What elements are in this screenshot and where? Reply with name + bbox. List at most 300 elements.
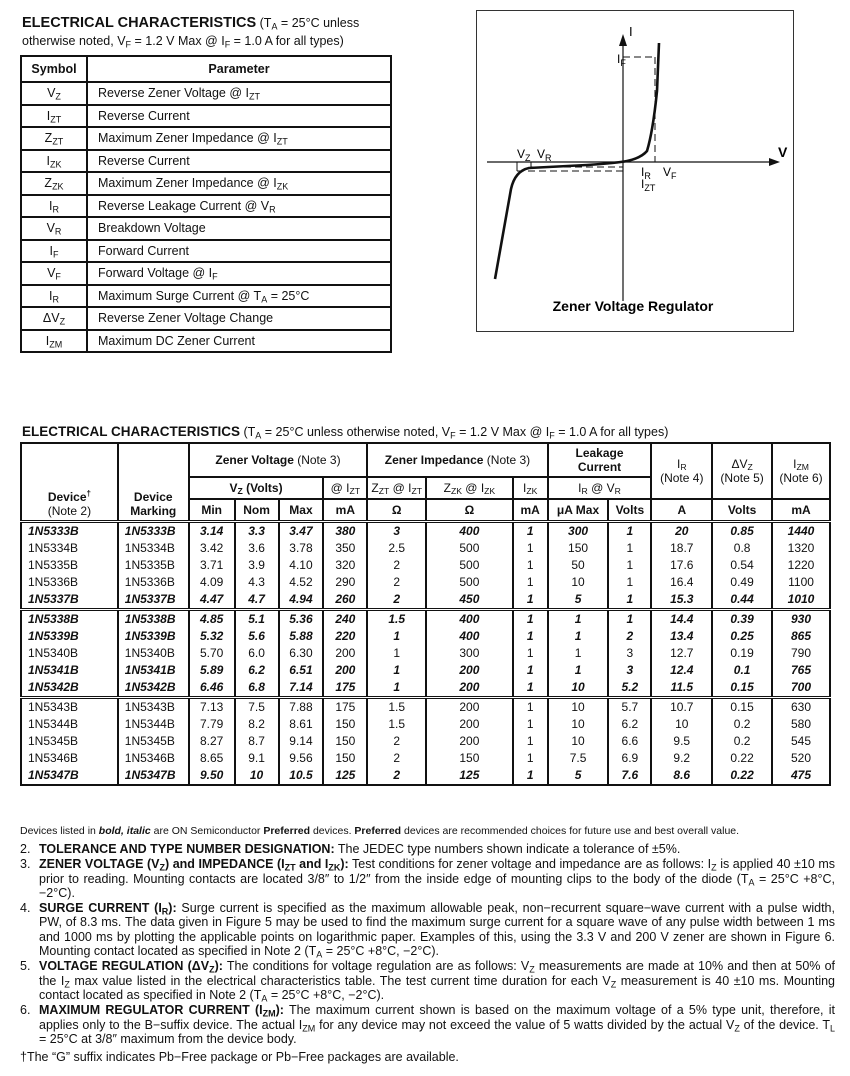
cell-device: 1N5339B <box>21 628 118 645</box>
cell-dvz: 0.49 <box>712 574 772 591</box>
cell-izm: 865 <box>772 628 830 645</box>
note-item <box>20 842 835 856</box>
symbol-cell: $I_{ZT}$ <box>21 105 87 128</box>
note-number: 3. <box>20 857 31 872</box>
note-text: VOLTAGE REGULATION $(\Delta V_Z)$: The conditions for voltage regulation are as follows: $V_Z$ measurements are made at 10% and then at 50% of the $I_Z$ max value listed in the electrical characteristics table. The test current time duration for each $V_Z$ measurement is 40 ±10 ms. Mounting contact located as specified in Note 2 ($T_A = 25^\circ C +8^\circ C$, −2°C). <box>39 959 835 1004</box>
cell-vr: 1 <box>608 609 651 628</box>
cell-izk: 1 <box>513 645 548 662</box>
cell-vr: 3 <box>608 645 651 662</box>
vf-label: $V_F$ <box>663 165 677 181</box>
izt-label: $I_{ZT}$ <box>641 177 656 193</box>
cell-zzk: 200 <box>426 679 513 698</box>
cell-ir-ua: 5 <box>548 767 609 785</box>
note-number: 4. <box>20 901 31 916</box>
note-text: MAXIMUM REGULATOR CURRENT $(I_{ZM})$: The maximum current shown is based on the maximum voltage of a 5% type unit, therefore, it applies only to the B−suffix device. The actual $I_{ZM}$ for any device may not exceed the value of 5 watts divided by the actual $V_Z$ of the device. $T_L = 25^\circ C$ at 3/8″ maximum from the device body. <box>39 1003 835 1046</box>
cell-marking: 1N5338B <box>118 609 189 628</box>
preferred-devices-note: Devices listed in bold, italic are ON Semiconductor Preferred devices. Preferred devices are recommended choices for future use and best overall value. <box>20 825 740 837</box>
cell-zzk: 200 <box>426 733 513 750</box>
symbol-row <box>21 217 391 240</box>
parameter-cell: Maximum Surge Current @ $T_A = 25^\circ C$ <box>87 285 391 308</box>
cell-ir-a: 10.7 <box>651 697 712 716</box>
cell-nom: 6.8 <box>235 679 279 698</box>
cell-dvz: 0.15 <box>712 697 772 716</box>
cell-izm: 475 <box>772 767 830 785</box>
cell-ir-a: 15.3 <box>651 591 712 610</box>
cell-ir-ua: 10 <box>548 679 609 698</box>
zzt-header: $Z_{ZT}$ @ $I_{ZT}$ <box>367 477 426 499</box>
cell-dvz: 0.85 <box>712 521 772 540</box>
symbol-row <box>21 172 391 195</box>
cell-ir-ua: 10 <box>548 697 609 716</box>
cell-izk: 1 <box>513 628 548 645</box>
cell-ir-a: 14.4 <box>651 609 712 628</box>
cell-min: 5.70 <box>189 645 235 662</box>
parameter-cell: Reverse Zener Voltage @ $I_{ZT}$ <box>87 82 391 105</box>
cell-marking: 1N5341B <box>118 662 189 679</box>
cell-zzk: 450 <box>426 591 513 610</box>
cell-max: 5.36 <box>279 609 324 628</box>
zener-impedance-header: Zener Impedance (Note 3) <box>367 443 547 477</box>
cell-device: 1N5342B <box>21 679 118 698</box>
device-row <box>21 733 830 750</box>
cell-dvz: 0.22 <box>712 750 772 767</box>
symbol-row <box>21 262 391 285</box>
cell-nom: 6.0 <box>235 645 279 662</box>
cell-ir-ua: 10 <box>548 716 609 733</box>
symbol-row <box>21 105 391 128</box>
note-number: 5. <box>20 959 31 974</box>
cell-izm: 1440 <box>772 521 830 540</box>
cell-nom: 7.5 <box>235 697 279 716</box>
device-row <box>21 679 830 698</box>
vr-label: $V_R$ <box>537 147 552 163</box>
cell-zzk: 200 <box>426 697 513 716</box>
symbol-cell: $I_{ZK}$ <box>21 150 87 173</box>
symbol-cell: $Z_{ZK}$ <box>21 172 87 195</box>
cell-marking: 1N5346B <box>118 750 189 767</box>
cell-zzk: 400 <box>426 521 513 540</box>
cell-min: 8.27 <box>189 733 235 750</box>
parameter-cell: Breakdown Voltage <box>87 217 391 240</box>
cell-izt: 380 <box>323 521 367 540</box>
note-text: TOLERANCE AND TYPE NUMBER DESIGNATION: The JEDEC type numbers shown indicate a tolerance of ±5%. <box>39 842 681 856</box>
cell-vr: 6.2 <box>608 716 651 733</box>
parameter-header: Parameter <box>87 56 391 82</box>
cell-izk: 1 <box>513 591 548 610</box>
cell-ir-a: 10 <box>651 716 712 733</box>
cell-ir-ua: 1 <box>548 645 609 662</box>
main-table-heading: ELECTRICAL CHARACTERISTICS ($T_A = 25^\circ C$ unless otherwise noted, $V_F = 1.2$ V Max @ $I_F = 1.0$ A for all types) <box>22 424 669 441</box>
device-row <box>21 591 830 610</box>
cell-marking: 1N5343B <box>118 697 189 716</box>
cell-dvz: 0.2 <box>712 716 772 733</box>
cell-zzk: 200 <box>426 716 513 733</box>
cell-zzk: 500 <box>426 557 513 574</box>
cell-zzt: 3 <box>367 521 426 540</box>
note-number: 2. <box>20 842 31 856</box>
leakage-current-header: Leakage Current <box>548 443 652 477</box>
cell-max: 4.10 <box>279 557 324 574</box>
cell-max: 10.5 <box>279 767 324 785</box>
device-row <box>21 645 830 662</box>
cell-izm: 1220 <box>772 557 830 574</box>
note-number: 6. <box>20 1003 31 1018</box>
cell-min: 9.50 <box>189 767 235 785</box>
izk-unit-header: mA <box>513 499 548 521</box>
cell-ir-ua: 50 <box>548 557 609 574</box>
symbol-cell: $V_R$ <box>21 217 87 240</box>
cell-zzt: 2 <box>367 591 426 610</box>
symbol-row <box>21 127 391 150</box>
parameter-cell: Reverse Leakage Current @ $V_R$ <box>87 195 391 218</box>
symbol-cell: $V_F$ <box>21 262 87 285</box>
cell-izm: 545 <box>772 733 830 750</box>
cell-max: 4.52 <box>279 574 324 591</box>
cell-izt: 125 <box>323 767 367 785</box>
i-axis-label: I <box>629 24 633 39</box>
cell-izt: 350 <box>323 540 367 557</box>
cell-ir-a: 8.6 <box>651 767 712 785</box>
note-text: ZENER VOLTAGE $(V_Z)$ and IMPEDANCE ($I_{ZT}$ and $I_{ZK}$): Test conditions for zener voltage and impedance are as follows: $I_Z$ is applied 40 ±10 ms prior to reading. Mounting contacts are located 3/8″ to 1/2″ from the inside edge of mounting clips to the body of the diode ($T_A = 25^\circ C +8^\circ C$, −2°C). <box>39 857 835 900</box>
cell-izm: 700 <box>772 679 830 698</box>
symbol-row <box>21 195 391 218</box>
cell-izt: 150 <box>323 733 367 750</box>
cell-device: 1N5340B <box>21 645 118 662</box>
cell-nom: 5.6 <box>235 628 279 645</box>
cell-vr: 6.9 <box>608 750 651 767</box>
dvz-unit-header: Volts <box>712 499 772 521</box>
cell-izt: 220 <box>323 628 367 645</box>
cell-min: 8.65 <box>189 750 235 767</box>
cell-ir-a: 13.4 <box>651 628 712 645</box>
cell-min: 6.46 <box>189 679 235 698</box>
notes-list <box>20 842 835 1047</box>
cell-ir-ua: 1 <box>548 609 609 628</box>
device-row <box>21 662 830 679</box>
cell-izm: 580 <box>772 716 830 733</box>
cell-ir-ua: 1 <box>548 662 609 679</box>
i-axis-arrow-icon <box>619 34 627 46</box>
cell-dvz: 0.1 <box>712 662 772 679</box>
cell-nom: 10 <box>235 767 279 785</box>
cell-zzt: 1.5 <box>367 609 426 628</box>
cell-marking: 1N5333B <box>118 521 189 540</box>
cell-min: 3.42 <box>189 540 235 557</box>
device-row <box>21 609 830 628</box>
cell-izt: 320 <box>323 557 367 574</box>
cell-ir-ua: 1 <box>548 628 609 645</box>
cell-min: 3.14 <box>189 521 235 540</box>
parameter-cell: Maximum DC Zener Current <box>87 330 391 353</box>
cell-zzt: 2 <box>367 557 426 574</box>
device-row <box>21 540 830 557</box>
cell-nom: 5.1 <box>235 609 279 628</box>
nom-header: Nom <box>235 499 279 521</box>
cell-zzk: 400 <box>426 628 513 645</box>
top-heading: ELECTRICAL CHARACTERISTICS ($T_A = 25^\circ C$ unless otherwise noted, $V_F = 1.2$ V Max @ $I_F = 1.0$ A for all types) <box>22 15 360 50</box>
cell-zzk: 200 <box>426 662 513 679</box>
cell-ir-a: 12.7 <box>651 645 712 662</box>
cell-izk: 1 <box>513 697 548 716</box>
cell-vr: 7.6 <box>608 767 651 785</box>
cell-dvz: 0.44 <box>712 591 772 610</box>
device-row <box>21 750 830 767</box>
cell-izm: 1320 <box>772 540 830 557</box>
cell-marking: 1N5337B <box>118 591 189 610</box>
cell-nom: 8.2 <box>235 716 279 733</box>
cell-izm: 520 <box>772 750 830 767</box>
v-axis-label: V <box>778 144 788 160</box>
cell-dvz: 0.8 <box>712 540 772 557</box>
cell-nom: 9.1 <box>235 750 279 767</box>
cell-ir-a: 20 <box>651 521 712 540</box>
min-header: Min <box>189 499 235 521</box>
cell-marking: 1N5344B <box>118 716 189 733</box>
device-row <box>21 697 830 716</box>
cell-izk: 1 <box>513 521 548 540</box>
iv-curve-svg <box>477 11 793 331</box>
cell-zzk: 150 <box>426 750 513 767</box>
cell-izm: 765 <box>772 662 830 679</box>
zener-voltage-header: Zener Voltage (Note 3) <box>189 443 368 477</box>
parameter-cell: Reverse Zener Voltage Change <box>87 307 391 330</box>
cell-nom: 3.3 <box>235 521 279 540</box>
cell-vr: 1 <box>608 591 651 610</box>
cell-max: 6.51 <box>279 662 324 679</box>
cell-max: 3.47 <box>279 521 324 540</box>
device-row <box>21 767 830 785</box>
cell-ir-a: 12.4 <box>651 662 712 679</box>
cell-izk: 1 <box>513 557 548 574</box>
vz-volts-header: $V_Z$ (Volts) <box>189 477 324 499</box>
cell-min: 4.85 <box>189 609 235 628</box>
cell-dvz: 0.25 <box>712 628 772 645</box>
cell-vr: 1 <box>608 574 651 591</box>
cell-dvz: 0.2 <box>712 733 772 750</box>
cell-vr: 6.6 <box>608 733 651 750</box>
cell-izt: 150 <box>323 716 367 733</box>
cell-dvz: 0.19 <box>712 645 772 662</box>
cell-marking: 1N5339B <box>118 628 189 645</box>
pb-free-footnote: †The “G” suffix indicates Pb−Free package or Pb−Free packages are available. <box>20 1050 459 1064</box>
cell-vr: 2 <box>608 628 651 645</box>
device-row <box>21 521 830 540</box>
cell-ir-ua: 150 <box>548 540 609 557</box>
cell-marking: 1N5340B <box>118 645 189 662</box>
zzk-unit-header: Ω <box>426 499 513 521</box>
parameter-cell: Forward Current <box>87 240 391 263</box>
note-item <box>20 959 835 1002</box>
cell-izk: 1 <box>513 679 548 698</box>
cell-max: 9.14 <box>279 733 324 750</box>
cell-min: 3.71 <box>189 557 235 574</box>
cell-max: 3.78 <box>279 540 324 557</box>
cell-max: 8.61 <box>279 716 324 733</box>
cell-izm: 630 <box>772 697 830 716</box>
cell-vr: 1 <box>608 557 651 574</box>
cell-ir-ua: 300 <box>548 521 609 540</box>
cell-device: 1N5345B <box>21 733 118 750</box>
zzk-header: $Z_{ZK}$ @ $I_{ZK}$ <box>426 477 513 499</box>
cell-izk: 1 <box>513 767 548 785</box>
ir-at-vr-header: $I_R$ @ $V_R$ <box>548 477 652 499</box>
device-header: Device† (Note 2) <box>21 443 118 521</box>
symbol-cell: $I_R$ <box>21 285 87 308</box>
izk-header: $I_{ZK}$ <box>513 477 548 499</box>
cell-zzt: 1.5 <box>367 716 426 733</box>
cell-device: 1N5344B <box>21 716 118 733</box>
ir-unit-header: A <box>651 499 712 521</box>
volts-header: Volts <box>608 499 651 521</box>
cell-nom: 8.7 <box>235 733 279 750</box>
cell-nom: 4.3 <box>235 574 279 591</box>
cell-zzk: 500 <box>426 540 513 557</box>
cell-zzt: 1 <box>367 628 426 645</box>
cell-izt: 175 <box>323 679 367 698</box>
cell-izk: 1 <box>513 662 548 679</box>
izm-unit-header: mA <box>772 499 830 521</box>
ua-max-header: μA Max <box>548 499 609 521</box>
device-row <box>21 557 830 574</box>
cell-marking: 1N5347B <box>118 767 189 785</box>
cell-zzk: 300 <box>426 645 513 662</box>
symbol-cell: $\Delta V_Z$ <box>21 307 87 330</box>
cell-izk: 1 <box>513 540 548 557</box>
cell-max: 9.56 <box>279 750 324 767</box>
parameter-cell: Reverse Current <box>87 150 391 173</box>
cell-ir-a: 11.5 <box>651 679 712 698</box>
cell-vr: 5.7 <box>608 697 651 716</box>
symbol-row <box>21 330 391 353</box>
cell-izk: 1 <box>513 733 548 750</box>
izm-header: $I_{ZM}$ (Note 6) <box>772 443 830 499</box>
cell-izm: 930 <box>772 609 830 628</box>
electrical-characteristics-table <box>20 442 831 786</box>
cell-zzk: 500 <box>426 574 513 591</box>
cell-vr: 1 <box>608 540 651 557</box>
symbol-cell: $I_F$ <box>21 240 87 263</box>
heading-title: ELECTRICAL CHARACTERISTICS <box>22 15 257 31</box>
cell-max: 6.30 <box>279 645 324 662</box>
cell-ir-a: 9.5 <box>651 733 712 750</box>
cell-device: 1N5335B <box>21 557 118 574</box>
cell-dvz: 0.39 <box>712 609 772 628</box>
cell-marking: 1N5335B <box>118 557 189 574</box>
cell-izt: 260 <box>323 591 367 610</box>
cell-izt: 200 <box>323 662 367 679</box>
cell-izt: 150 <box>323 750 367 767</box>
parameter-cell: Forward Voltage @ $I_F$ <box>87 262 391 285</box>
cell-vr: 1 <box>608 521 651 540</box>
cell-min: 5.32 <box>189 628 235 645</box>
ir-label: $I_R$ <box>641 165 651 181</box>
dvz-header: $\Delta V_Z$ (Note 5) <box>712 443 772 499</box>
cell-min: 4.09 <box>189 574 235 591</box>
cell-ir-ua: 10 <box>548 733 609 750</box>
cell-izt: 290 <box>323 574 367 591</box>
symbol-cell: $V_Z$ <box>21 82 87 105</box>
cell-ir-a: 16.4 <box>651 574 712 591</box>
cell-ir-a: 18.7 <box>651 540 712 557</box>
cell-min: 7.13 <box>189 697 235 716</box>
cell-zzt: 2 <box>367 574 426 591</box>
cell-izt: 240 <box>323 609 367 628</box>
cell-nom: 4.7 <box>235 591 279 610</box>
cell-device: 1N5347B <box>21 767 118 785</box>
cell-dvz: 0.15 <box>712 679 772 698</box>
cell-device: 1N5337B <box>21 591 118 610</box>
cell-ir-a: 9.2 <box>651 750 712 767</box>
symbol-row <box>21 150 391 173</box>
symbol-cell: $I_R$ <box>21 195 87 218</box>
izt-unit-header: mA <box>323 499 367 521</box>
cell-device: 1N5336B <box>21 574 118 591</box>
cell-izm: 790 <box>772 645 830 662</box>
cell-ir-a: 17.6 <box>651 557 712 574</box>
cell-max: 5.88 <box>279 628 324 645</box>
cell-izt: 175 <box>323 697 367 716</box>
cell-device: 1N5346B <box>21 750 118 767</box>
cell-zzt: 2 <box>367 733 426 750</box>
cell-min: 7.79 <box>189 716 235 733</box>
ir-header: $I_R$ (Note 4) <box>651 443 712 499</box>
symbol-row <box>21 307 391 330</box>
cell-dvz: 0.54 <box>712 557 772 574</box>
note-item <box>20 901 835 958</box>
cell-marking: 1N5334B <box>118 540 189 557</box>
device-row <box>21 716 830 733</box>
cell-max: 4.94 <box>279 591 324 610</box>
cell-zzt: 2.5 <box>367 540 426 557</box>
cell-nom: 6.2 <box>235 662 279 679</box>
symbol-cell: $Z_{ZT}$ <box>21 127 87 150</box>
cell-izk: 1 <box>513 609 548 628</box>
cell-device: 1N5343B <box>21 697 118 716</box>
cell-nom: 3.9 <box>235 557 279 574</box>
marking-header: Device Marking <box>118 443 189 521</box>
cell-izk: 1 <box>513 750 548 767</box>
cell-zzt: 1.5 <box>367 697 426 716</box>
cell-zzt: 2 <box>367 767 426 785</box>
symbol-table <box>20 55 392 353</box>
zener-iv-diagram <box>476 10 794 332</box>
max-header: Max <box>279 499 324 521</box>
at-izt-header: @ $I_{ZT}$ <box>323 477 367 499</box>
zzt-unit-header: Ω <box>367 499 426 521</box>
device-row <box>21 574 830 591</box>
parameter-cell: Maximum Zener Impedance @ $I_{ZK}$ <box>87 172 391 195</box>
cell-vr: 3 <box>608 662 651 679</box>
cell-ir-ua: 7.5 <box>548 750 609 767</box>
cell-zzt: 1 <box>367 645 426 662</box>
cell-izk: 1 <box>513 716 548 733</box>
cell-zzk: 125 <box>426 767 513 785</box>
cell-marking: 1N5336B <box>118 574 189 591</box>
cell-zzt: 2 <box>367 750 426 767</box>
vz-label: $V_Z$ <box>517 147 531 163</box>
cell-max: 7.88 <box>279 697 324 716</box>
symbol-row <box>21 82 391 105</box>
cell-marking: 1N5342B <box>118 679 189 698</box>
cell-max: 7.14 <box>279 679 324 698</box>
cell-zzt: 1 <box>367 662 426 679</box>
cell-zzt: 1 <box>367 679 426 698</box>
cell-device: 1N5338B <box>21 609 118 628</box>
cell-zzk: 400 <box>426 609 513 628</box>
cell-dvz: 0.22 <box>712 767 772 785</box>
device-row <box>21 628 830 645</box>
cell-device: 1N5333B <box>21 521 118 540</box>
